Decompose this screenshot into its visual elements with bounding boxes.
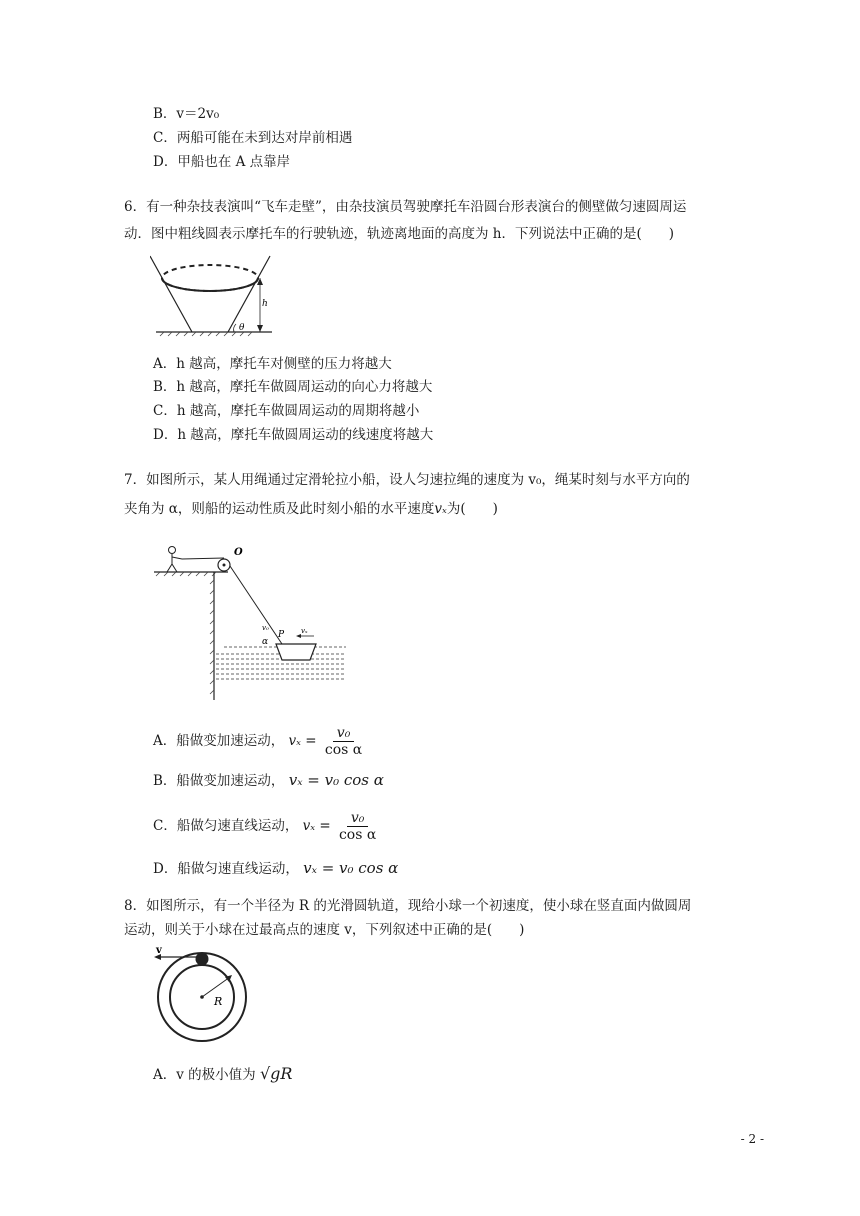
q5-option-d: D．甲船也在 A 点靠岸 — [153, 154, 291, 170]
q7-option-b — [153, 770, 384, 791]
q7-option-d — [153, 858, 398, 879]
q7-option-a-den: cos α — [324, 742, 363, 758]
q7-stem-line2-a: 夹角为 α，则船的运动性质及此时刻小船的水平速度 — [124, 501, 435, 517]
q7-option-c-num: v₀ — [347, 810, 369, 827]
q8-fig-label-v: v — [156, 945, 162, 956]
q6-option-a: A．h 越高，摩托车对侧壁的压力将越大 — [153, 356, 392, 372]
q8-option-a-text: A．v 的极小值为 — [153, 1067, 256, 1083]
q8-stem-line1: 8．如图所示，有一个半径为 R 的光滑圆轨道，现给小球一个初速度，使小球在竖直面内做圆周 — [124, 898, 692, 914]
q7-option-a — [153, 723, 364, 759]
q7-option-a-lhs: vₓ = — [288, 733, 317, 749]
q6-option-b: B．h 越高，摩托车做圆周运动的向心力将越大 — [153, 379, 433, 395]
q7-option-d-expr: vₓ = v₀ cos α — [303, 859, 399, 877]
q8-stem-line2: 运动，则关于小球在过最高点的速度 v，下列叙述中正确的是( ) — [124, 922, 525, 938]
q7-option-a-text: A．船做变加速运动， — [153, 733, 285, 749]
q7-stem-line2 — [124, 499, 498, 519]
q7-fig-label-vx: vₓ — [301, 627, 308, 635]
q7-option-c — [153, 808, 378, 844]
q7-option-d-text: D．船做匀速直线运动， — [153, 861, 299, 877]
q6-option-c: C．h 越高，摩托车做圆周运动的周期将越小 — [153, 403, 420, 419]
page-number: - 2 - — [740, 1132, 764, 1146]
q6-cone-figure — [150, 250, 280, 340]
q7-option-b-expr: vₓ = v₀ cos α — [288, 771, 384, 789]
q8-fig-label-r: R — [214, 995, 223, 1008]
q8-option-a-expr: √gR — [259, 1064, 293, 1083]
q6-stem-line1: 6．有一种杂技表演叫“飞车走壁”，由杂技演员驾驶摩托车沿圆台形表演台的侧壁做匀速圆周运 — [124, 199, 687, 215]
q7-fig-label-alpha: α — [262, 637, 269, 647]
q7-option-c-den: cos α — [338, 827, 377, 843]
q7-stem-line2-b: 为( ) — [446, 501, 498, 517]
q7-option-b-text: B．船做变加速运动， — [153, 773, 285, 789]
q6-fig-label-theta: θ — [239, 323, 245, 333]
q8-circle-track-figure — [150, 945, 250, 1045]
q7-option-c-lhs: vₓ = — [302, 818, 331, 834]
q7-fig-label-o: O — [234, 547, 243, 558]
q7-stem-line1: 7．如图所示，某人用绳通过定滑轮拉小船，设人匀速拉绳的速度为 v₀，绳某时刻与水平方向的 — [124, 472, 690, 488]
q5-option-b: B．v＝2v₀ — [153, 106, 220, 122]
q7-stem-var-vx: vₓ — [434, 501, 447, 517]
q7-option-a-fraction — [323, 725, 364, 758]
q5-option-c: C．两船可能在未到达对岸前相遇 — [153, 130, 353, 146]
q6-fig-label-h: h — [262, 299, 268, 309]
q6-stem-line2: 动．图中粗线圆表示摩托车的行驶轨迹，轨迹离地面的高度为 h．下列说法中正确的是( ) — [124, 226, 675, 242]
q7-pulley-figure — [150, 538, 350, 703]
q8-option-a — [153, 1064, 292, 1085]
q7-option-c-fraction — [337, 810, 378, 843]
q6-option-d: D．h 越高，摩托车做圆周运动的线速度将越大 — [153, 427, 434, 443]
q7-fig-label-p: P — [278, 630, 285, 640]
q7-option-c-text: C．船做匀速直线运动， — [153, 818, 299, 834]
q7-fig-label-v0: v₀ — [262, 624, 269, 632]
q7-option-a-num: v₀ — [333, 725, 355, 742]
